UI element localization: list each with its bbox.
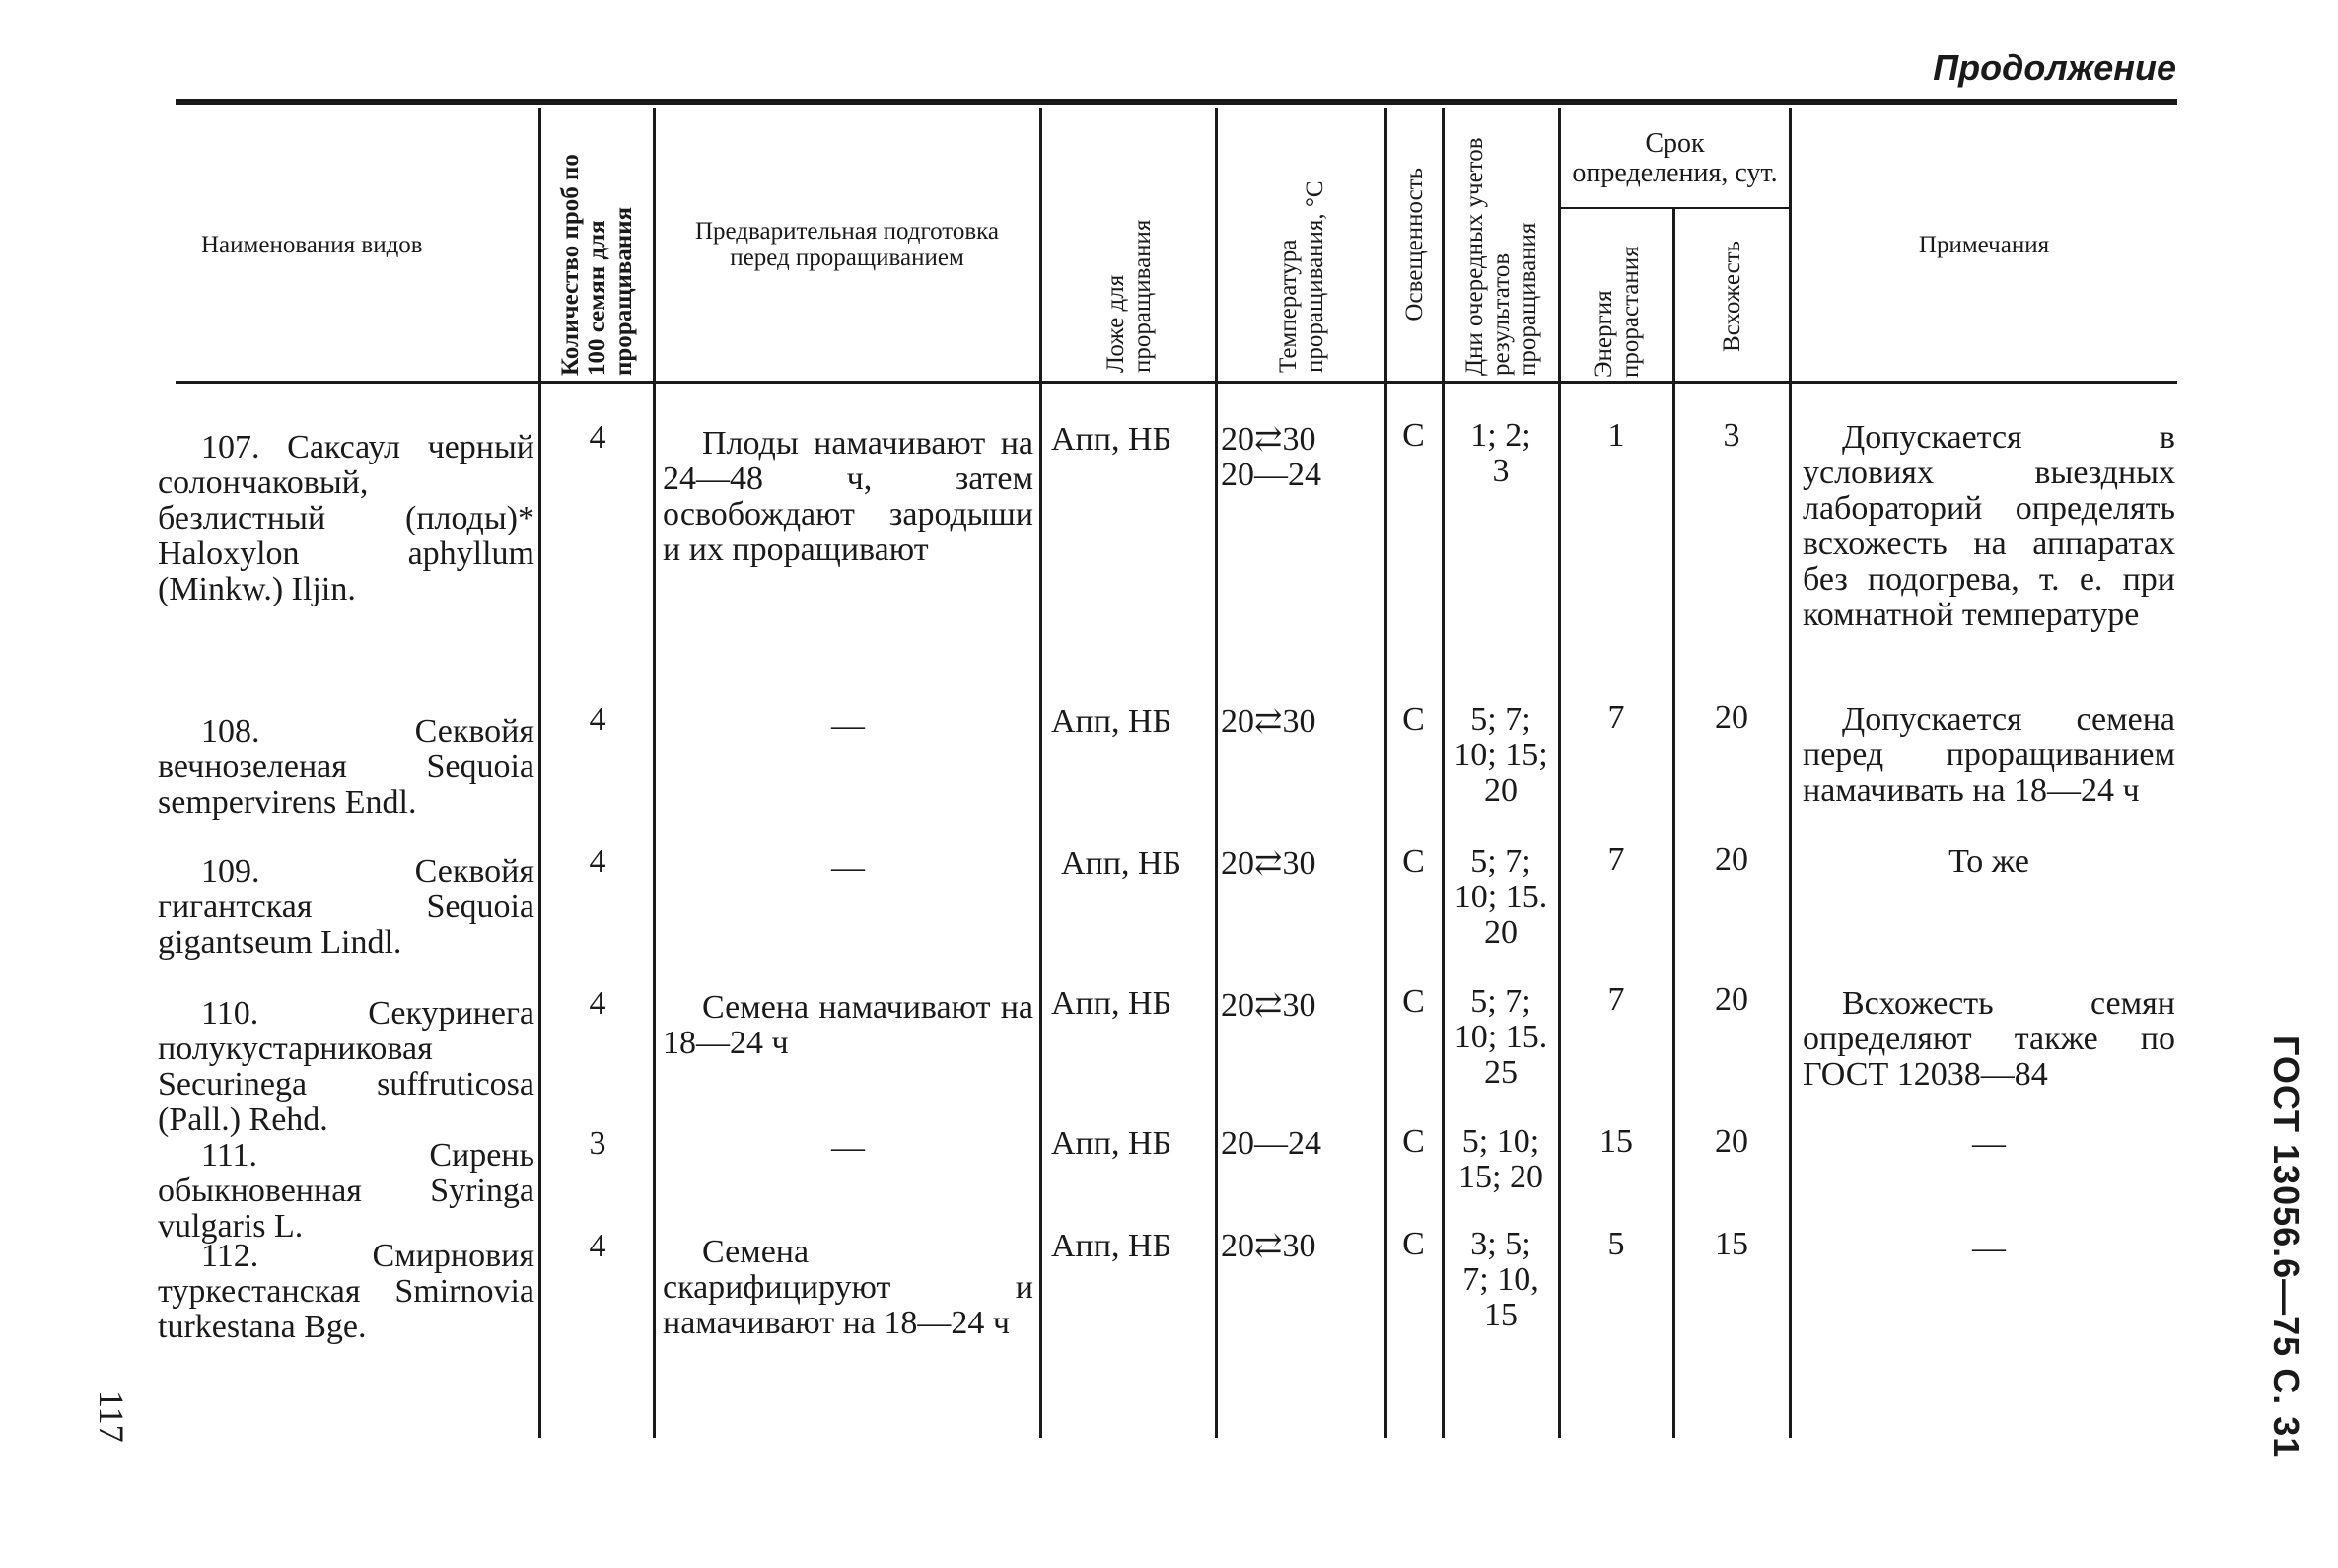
note-text: — [1972, 1125, 2006, 1162]
germination-days: 20 [1715, 699, 1748, 736]
note-text: Допускается в условиях выездных лабораторий определять всхожесть на аппаратах без подогрева, т. е. при комнатной температуре [1803, 419, 2175, 633]
header-period: Срок определения, сут. [1572, 127, 1778, 188]
energy-days: 7 [1607, 699, 1625, 736]
count-days: 5; 7; 10; 15. 25 [1453, 983, 1548, 1091]
light-value: С [1402, 701, 1425, 738]
light-value: С [1402, 417, 1425, 454]
energy-days: 7 [1607, 981, 1625, 1018]
temperature-value: 20⇄30 [1221, 987, 1316, 1024]
energy-days: 15 [1599, 1123, 1633, 1160]
bed-type: Апп, НБ [1051, 985, 1172, 1022]
note-text: Всхожесть семян определяют также по ГОСТ 12038—84 [1803, 985, 2175, 1093]
continuation-label: Продолжение [1933, 47, 2176, 88]
preparation-text: — [831, 707, 865, 744]
germination-days: 20 [1715, 981, 1748, 1018]
bed-type: Апп, НБ [1061, 845, 1182, 882]
bed-type: Апп, НБ [1051, 703, 1172, 740]
header-preparation: Предварительная подготовка перед проращиванием [694, 218, 1000, 271]
light-value: С [1402, 1226, 1425, 1262]
header-days: Дни очередных учетов результатов проращивания [1461, 137, 1541, 376]
bed-type: Апп, НБ [1051, 421, 1172, 458]
header-bottom-rule [176, 381, 2177, 384]
count-days: 5; 7; 10; 15; 20 [1453, 701, 1548, 809]
count-days: 1; 2; 3 [1470, 417, 1531, 489]
temperature-value: 20—24 [1221, 1125, 1321, 1162]
period-subheader-rule [1558, 207, 1791, 209]
preparation-text: Плоды намачивают на 24—48 ч, затем освобождают зародыши и их проращивают [663, 425, 1033, 568]
header-energy: Энергия прорастания [1590, 246, 1644, 378]
column-divider [653, 108, 656, 1438]
header-species-name: Наименования видов [201, 231, 423, 258]
page-number: 117 [92, 1390, 131, 1443]
light-value: С [1402, 1123, 1425, 1160]
temperature-value: 20⇄30 [1221, 845, 1316, 882]
samples-count: 4 [589, 985, 606, 1022]
preparation-text: Семена скарифицируют и намачивают на 18—24 ч [663, 1234, 1033, 1341]
header-notes: Примечания [1918, 231, 2050, 258]
bed-type: Апп, НБ [1051, 1228, 1172, 1264]
header-light: Освещенность [1401, 168, 1428, 321]
bed-type: Апп, НБ [1051, 1125, 1172, 1162]
header-samples: Количество проб по 100 семян для проращивания [557, 154, 637, 376]
header-bed: Ложе для проращивания [1101, 219, 1156, 373]
note-text: — [1972, 1230, 2006, 1266]
species-name: 111. Сирень обыкновенная Syringa vulgaris L. [158, 1137, 534, 1245]
count-days: 5; 10; 15; 20 [1458, 1123, 1543, 1195]
species-name: 109. Секвойя гигантская Sequoia gigantseum Lindl. [158, 853, 534, 961]
energy-days: 1 [1607, 417, 1625, 454]
note-text: То же [1948, 843, 2029, 880]
header-temperature: Температура проращивания, °C [1274, 180, 1328, 373]
samples-count: 4 [589, 419, 606, 456]
samples-count: 4 [589, 843, 606, 880]
light-value: С [1402, 843, 1425, 880]
germination-days: 15 [1715, 1226, 1748, 1262]
table-top-rule [176, 99, 2177, 105]
energy-days: 7 [1607, 841, 1625, 878]
preparation-text: — [831, 1129, 865, 1166]
count-days: 3; 5; 7; 10, 15 [1462, 1226, 1539, 1333]
germination-days: 20 [1715, 841, 1748, 878]
temperature-value: 20⇄30 [1221, 1228, 1316, 1264]
count-days: 5; 7; 10; 15. 20 [1453, 843, 1548, 951]
standard-running-title: ГОСТ 13056.6—75 С. 31 [2266, 1035, 2306, 1459]
samples-count: 4 [589, 1228, 606, 1264]
preparation-text: — [831, 849, 865, 886]
germination-days: 20 [1715, 1123, 1748, 1160]
germination-days: 3 [1723, 417, 1740, 454]
species-name: 110. Секуринега полукустарниковая Securinega suffruticosa (Pall.) Rehd. [158, 995, 534, 1138]
light-value: С [1402, 983, 1425, 1020]
preparation-text: Семена намачивают на 18—24 ч [663, 989, 1033, 1061]
temperature-value: 20⇄30 [1221, 703, 1316, 740]
species-name: 112. Смирновия туркестанская Smirnovia turkestana Bge. [158, 1238, 534, 1345]
header-germination: Всхожесть [1719, 240, 1745, 352]
temperature-value: 20⇄30 20—24 [1221, 421, 1321, 493]
samples-count: 3 [589, 1125, 606, 1162]
note-text: Допускается семена перед проращиванием намачивать на 18—24 ч [1803, 701, 2175, 809]
samples-count: 4 [589, 701, 606, 738]
species-name: 108. Секвойя вечнозеленая Sequoia sempervirens Endl. [158, 713, 534, 820]
energy-days: 5 [1607, 1226, 1625, 1262]
species-name: 107. Саксаул черный солончаковый, безлистный (плоды)* Haloxylon aphyllum (Minkw.) Iljin. [158, 429, 534, 607]
